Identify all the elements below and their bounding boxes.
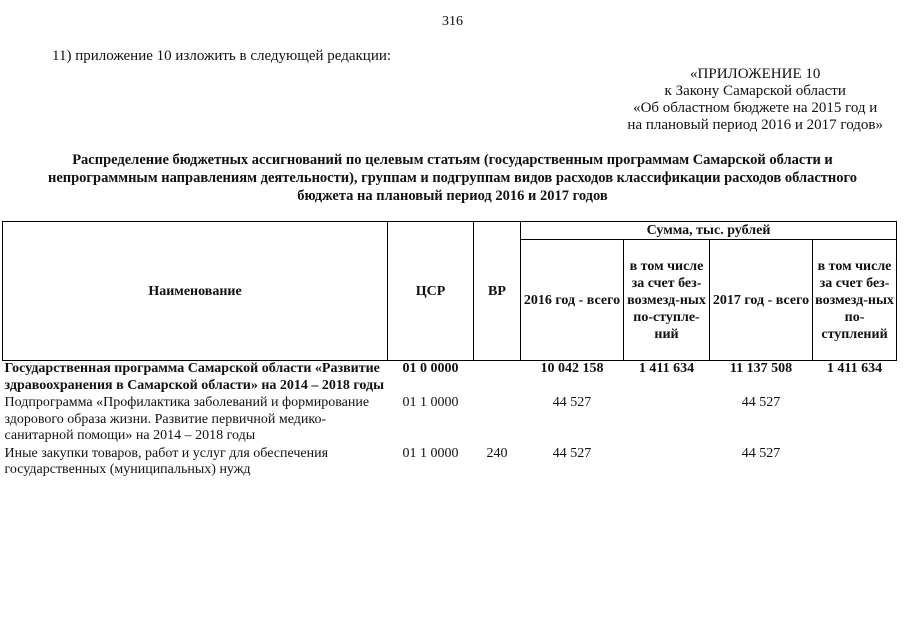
row-2016-total: 10 042 158 (540, 361, 604, 376)
row-2016-free (624, 395, 710, 446)
table-row (3, 395, 897, 446)
budget-table (2, 221, 897, 480)
document-title (6, 151, 899, 205)
appendix-block (627, 66, 883, 134)
row-2017-total: 11 137 508 (729, 361, 793, 376)
row-2016-free: 1 411 634 (638, 361, 695, 376)
table-row (3, 446, 897, 480)
intro-text: 11) приложение 10 изложить в следующей редакции: (52, 48, 392, 64)
row-2016-free (624, 446, 710, 480)
row-name: Иные закупки товаров, работ и услуг для обеспечения государственных (муниципальных) нужд (4, 445, 329, 477)
row-2017-free (813, 446, 897, 480)
row-2017-free (813, 395, 897, 446)
row-name: Государственная программа Самарской области «Развитие здравоохранения в Самарской области» на 2014 – 2018 годы (4, 361, 385, 393)
title-line-1: Распределение бюджетных ассигнований по целевым статьям (государственным программам Самарской области и (72, 152, 833, 168)
appendix-line-4: на плановый период 2016 и 2017 годов» (627, 117, 883, 133)
appendix-line-3: «Об областном бюджете на 2015 год и (633, 100, 878, 116)
row-2017-free: 1 411 634 (826, 361, 883, 376)
header-2016-total: 2016 год - всего (521, 240, 624, 361)
row-vr (474, 395, 521, 446)
header-name: Наименование (3, 222, 388, 361)
row-2017-total: 44 527 (741, 395, 781, 410)
row-csr: 01 1 0000 (402, 445, 459, 461)
row-2016-total: 44 527 (552, 445, 592, 461)
appendix-line-2: к Закону Самарской области (664, 83, 846, 99)
header-2017-total: 2017 год - всего (710, 240, 813, 361)
row-name: Подпрограмма «Профилактика заболеваний и формирование здорового образа жизни. Развитие первичной медико-санитарной помощи» на 2014 – 2018 годы (4, 395, 370, 443)
row-vr (474, 361, 521, 396)
title-line-3: бюджета на плановый период 2016 и 2017 годов (297, 188, 608, 204)
header-vr: ВР (474, 222, 521, 361)
table-row (3, 361, 897, 396)
appendix-line-1: «ПРИЛОЖЕНИЕ 10 (690, 66, 821, 82)
header-2016-free: в том числе за счет без-возмезд-ных по-ступле-ний (624, 240, 710, 361)
row-csr: 01 1 0000 (402, 395, 459, 410)
page-number: 316 (442, 14, 463, 29)
header-csr: ЦСР (388, 222, 474, 361)
row-vr: 240 (486, 445, 508, 461)
header-2017-free: в том числе за счет без-возмезд-ных по-ступлений (813, 240, 897, 361)
row-csr: 01 0 0000 (402, 361, 459, 376)
header-sum: Сумма, тыс. рублей (521, 222, 897, 240)
title-line-2: непрограммным направлениям деятельности), группам и подгруппам видов расходов классификации расходов областного (47, 170, 858, 186)
row-2016-total: 44 527 (552, 395, 592, 410)
row-2017-total: 44 527 (741, 445, 781, 461)
